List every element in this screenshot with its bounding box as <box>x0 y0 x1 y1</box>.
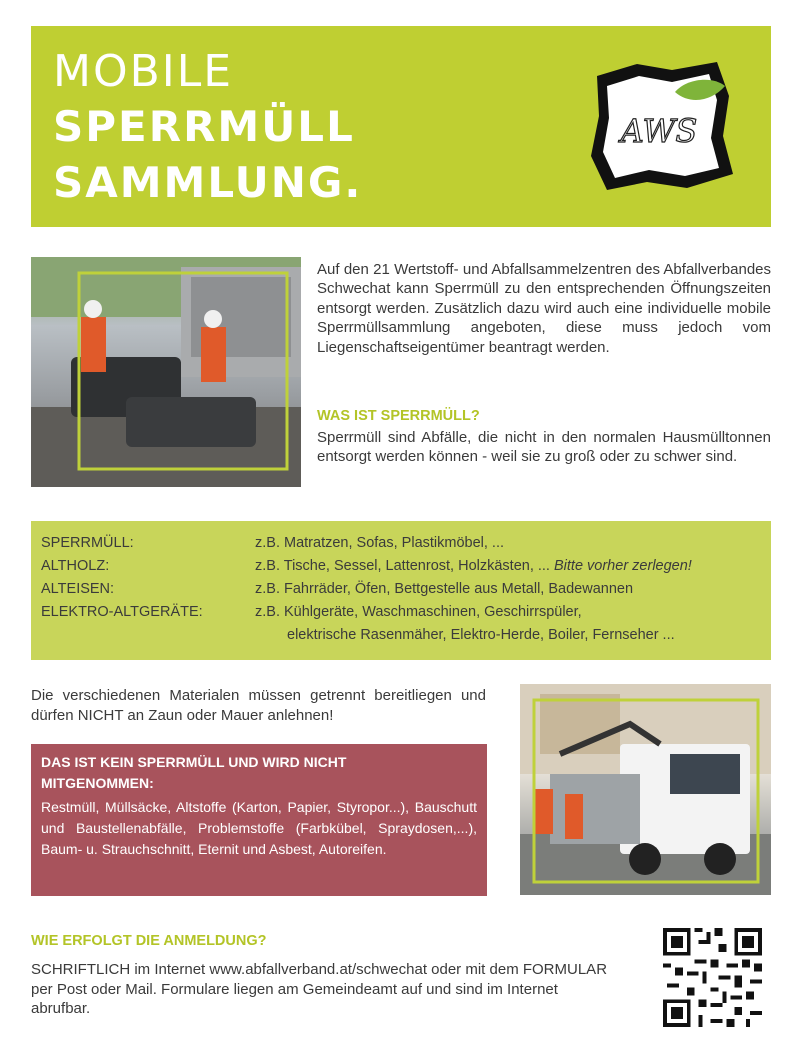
not-accepted-heading: DAS IST KEIN SPERRMÜLL UND WIRD NICHT MITGENOMMEN: <box>41 754 347 791</box>
category-name: ALTEISEN: <box>41 581 115 597</box>
category-box <box>31 521 771 660</box>
not-accepted-text: Restmüll, Müllsäcke, Altstoffe (Karton, Papier, Styropor...), Bauschutt und Baustellenabfälle, Problemstoffe (Farbkübel, Spraydosen,...), Baum- u. Strauchschnitt, Eternit und Asbest, Autoreifen. <box>41 799 477 857</box>
registration-text: SCHRIFTLICH im Internet www.abfallverband.at/schwechat oder mit dem FORMULAR per Post oder Mail. Formulare liegen am Gemeindeamt auf und sind im Internet abrufbar. <box>31 961 608 1018</box>
category-name: ALTHOLZ: <box>41 558 110 574</box>
category-desc-wrap <box>255 555 692 577</box>
category-note: Bitte vorher zerlegen! <box>554 558 692 574</box>
title-line-3: SAMMLUNG. <box>53 158 363 207</box>
header-banner <box>31 26 771 227</box>
what-is-heading: WAS IST SPERRMÜLL? <box>317 408 480 424</box>
what-is-text: Sperrmüll sind Abfälle, die nicht in den normalen Hausmülltonnen entsorgt werden können - weil sie zu groß oder zu schwer sind. <box>317 429 771 466</box>
intro-paragraph: Auf den 21 Wertstoff- und Abfallsammelzentren des Abfallverbandes Schwechat kann Sperrmüll zu den entsprechenden Öffnungszeiten entsorgt werden. Zusätzlich dazu wird auch eine individuelle mobile Sperrmüllsammlung angeboten, diese muss jedoch vom Liegenschaftseigentümer beantragt werden. <box>317 261 771 356</box>
not-accepted-box <box>31 744 487 896</box>
title-line-2: SPERRMÜLL <box>53 102 355 151</box>
separate-notice: Die verschiedenen Materialen müssen getrennt bereitliegen und dürfen NICHT an Zaun oder Mauer anlehnen! <box>31 687 486 724</box>
category-desc: z.B. Kühlgeräte, Waschmaschinen, Geschirrspüler, <box>255 604 582 620</box>
category-name: SPERRMÜLL: <box>41 535 134 551</box>
title-line-1: MOBILE <box>53 46 234 97</box>
aws-logo-icon <box>577 56 737 196</box>
category-desc: z.B. Fahrräder, Öfen, Bettgestelle aus Metall, Badewannen <box>255 581 634 597</box>
logo-text: AWS <box>620 112 698 150</box>
category-desc-continued: elektrische Rasenmäher, Elektro-Herde, Boiler, Fernseher ... <box>287 627 675 643</box>
category-desc: z.B. Tische, Sessel, Lattenrost, Holzkästen, ... <box>255 558 550 574</box>
photo-workers-sofa <box>31 257 301 487</box>
category-name: ELEKTRO-ALTGERÄTE: <box>41 604 203 620</box>
qr-code-icon <box>663 928 762 1027</box>
registration-heading: WIE ERFOLGT DIE ANMELDUNG? <box>31 933 267 949</box>
category-desc: z.B. Matratzen, Sofas, Plastikmöbel, ... <box>255 535 505 551</box>
photo-collection-truck <box>520 684 771 895</box>
